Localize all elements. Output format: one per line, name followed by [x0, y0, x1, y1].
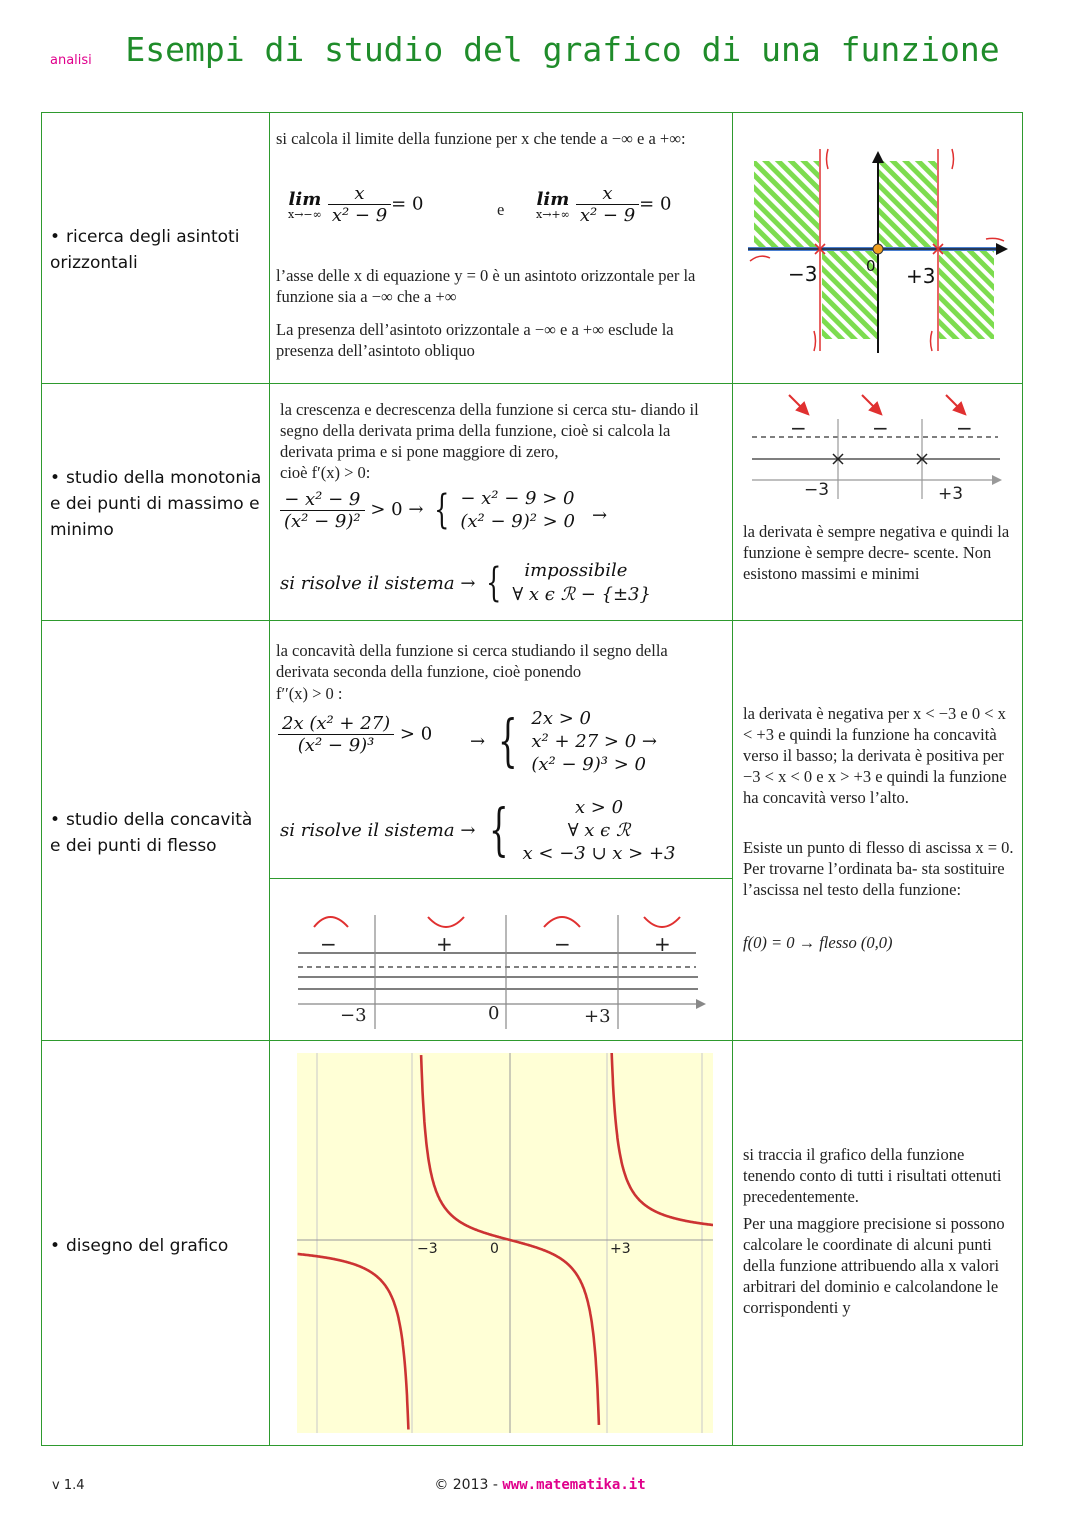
concavity-sign-chart: [278, 889, 718, 1029]
row4-label: • disegno del grafico: [50, 1236, 229, 1256]
conjunction-e: e: [497, 200, 505, 219]
axis-arrow: [992, 475, 1002, 485]
system-arrow: →: [592, 505, 608, 526]
row4-text-2: Per una maggiore precisione si possono calcolare le coordinate di alcuni punti della funzione attribuendo alla x valori arbitrari del dominio e calcolandone le corrispondenti y: [743, 1214, 1005, 1317]
sign-minus: −: [956, 416, 973, 440]
tick-label: −3: [788, 262, 818, 286]
tick-label: 0: [488, 1003, 500, 1024]
subject-label: analisi: [50, 53, 92, 68]
row3-label: • studio della concavità e dei punti di flesso: [50, 810, 253, 856]
row3-condition: f′′(x) > 0 :: [276, 684, 343, 703]
hatch-region-3: [879, 161, 937, 249]
row3-inner-divider: [269, 878, 732, 879]
asymptote-sign-figure: [742, 141, 1012, 361]
column-divider-2: [732, 113, 733, 1445]
x-axis-arrow: [996, 243, 1008, 255]
footer-copyright: © 2013 - www.matematika.it: [434, 1477, 646, 1493]
tick-label: +3: [906, 264, 936, 288]
tick-label: +3: [610, 1241, 631, 1257]
row2-intro: la crescenza e decrescenza della funzione si cerca stu- diando il segno della derivata prima della funzione, cioè si calcola la derivata prima e si pone maggiore di zero,: [280, 400, 699, 461]
tick-label: +3: [938, 484, 964, 504]
row1-label: • ricerca degli asintoti orizzontali: [50, 227, 240, 273]
row3-intro: la concavità della funzione si cerca studiando il segno della derivata seconda della funzione, cioè ponendo: [276, 641, 668, 681]
version-label: v 1.4: [52, 1478, 85, 1493]
sign: +: [654, 932, 671, 956]
page-title: Esempi di studio del grafico di una funzione: [125, 30, 1000, 69]
row2-condition: cioè f′(x) > 0:: [280, 463, 371, 482]
study-table: [41, 112, 1023, 1446]
tick-label: −3: [804, 480, 830, 500]
site-link[interactable]: www.matematika.it: [502, 1477, 646, 1493]
sign-minus: −: [790, 416, 807, 440]
function-graph: [297, 1053, 713, 1433]
decreasing-arrows: [789, 395, 965, 414]
plot-background: [297, 1053, 713, 1433]
tick-label: +3: [584, 1006, 611, 1027]
row3-solve: si risolve il sistema → { x > 0 ∀ x ϵ ℛ x < −3 ∪ x > +3: [280, 797, 676, 864]
row1-intro: si calcola il limite della funzione per x che tende a −∞ e a +∞:: [276, 129, 686, 148]
row-divider-3: [42, 1040, 1022, 1041]
sign-minus: −: [872, 416, 889, 440]
row-divider-1: [42, 383, 1022, 384]
hatch-region-1: [754, 161, 819, 249]
limit-plus-infinity: lim x→+∞ $\frac{x}{\text{x² − 9}}$ = 0: [536, 183, 672, 226]
row2-conclusion: la derivata è sempre negativa e quindi la funzione è sempre decre- scente. Non esistono massimi e minimi: [743, 522, 1010, 583]
sign: −: [320, 932, 337, 956]
row3-inflection-point: f(0) = 0 → flesso (0,0): [743, 933, 893, 952]
row-divider-2: [42, 620, 1022, 621]
sign: +: [436, 932, 453, 956]
row3-concavity-text: la derivata è negativa per x < −3 e 0 < x < +3 e quindi la funzione ha concavità verso il basso; la derivata è positiva per −3 < x < 0 e x > +3 e quindi la funzione ha concavità verso l’alto.: [743, 704, 1007, 807]
row2-solve: si risolve il sistema → { impossibile ∀ x ϵ ℛ − {±3}: [280, 560, 651, 606]
concavity-arcs: [314, 917, 680, 927]
row1-oblique-text: La presenza dell’asintoto orizzontale a −∞ e a +∞ esclude la presenza dell’asintoto obliquo: [276, 320, 674, 360]
sign: −: [554, 932, 571, 956]
row4-text-1: si traccia il grafico della funzione tenendo conto di tutti i risultati ottenuti precedentemente.: [743, 1145, 1002, 1206]
first-derivative-inequality: $\frac{\text{− x² − 9}}{\text{(x² − 9)²}}$ > 0 → { − x² − 9 > 0 (x² − 9)² > 0: [280, 487, 575, 533]
hatch-region-4: [939, 249, 994, 339]
tick-label: −3: [340, 1005, 367, 1026]
y-axis-arrow: [872, 151, 884, 163]
monotonia-sign-chart: [742, 389, 1012, 509]
row2-label: • studio della monotonia e dei punti di massimo e minimo: [50, 468, 262, 540]
row1-asymptote-text: l’asse delle x di equazione y = 0 è un asintoto orizzontale per la funzione sia a −∞ che a +∞: [276, 266, 696, 306]
limit-minus-infinity: lim x→−∞ $\frac{x}{\text{x² − 9}}$ = 0: [288, 183, 424, 226]
second-derivative-inequality: $\frac{\text{2x (x² + 27)}}{\text{(x² − 9)³}}$ > 0: [278, 713, 432, 756]
origin-point: [873, 244, 883, 254]
system-arrow: →: [470, 731, 486, 752]
row3-inflection-text: Esiste un punto di flesso di ascissa x = 0. Per trovarne l’ordinata ba- sta sostituire l’ascissa nel testo della funzione:: [743, 838, 1014, 899]
tick-label: 0: [866, 257, 876, 275]
tick-label: −3: [417, 1241, 438, 1257]
second-derivative-system: { 2x > 0 x² + 27 > 0 → (x² − 9)³ > 0: [498, 708, 657, 775]
column-divider-1: [269, 113, 270, 1445]
tick-label: 0: [490, 1241, 499, 1257]
